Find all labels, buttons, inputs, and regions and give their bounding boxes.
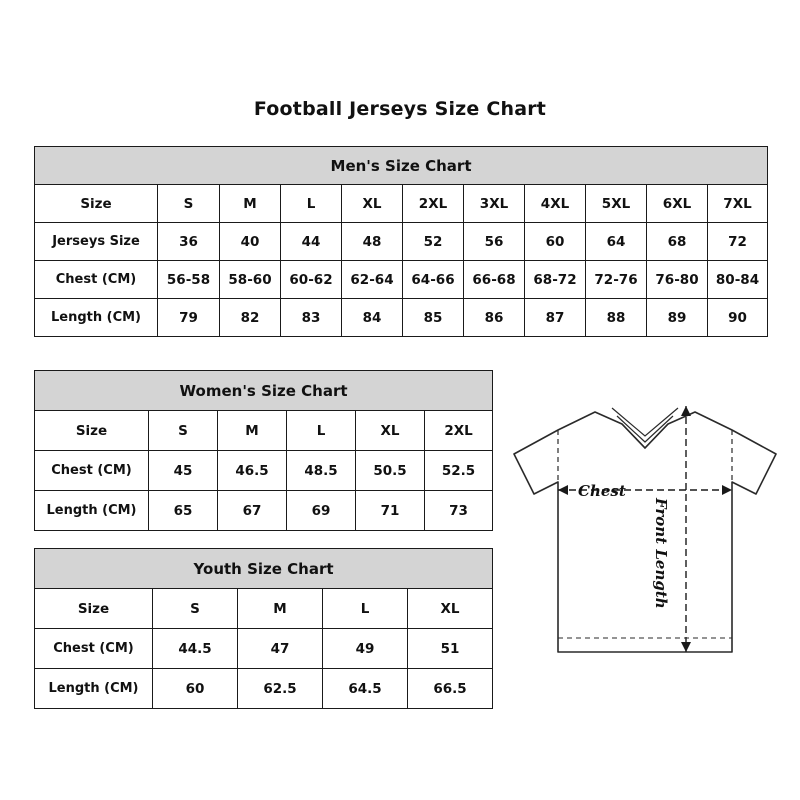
row-label: Length (CM) — [35, 491, 149, 531]
table-cell: 44.5 — [153, 629, 238, 669]
table-row — [35, 261, 768, 299]
table-cell: 82 — [220, 299, 281, 337]
table-cell: 83 — [281, 299, 342, 337]
table-row — [35, 629, 493, 669]
column-header: XL — [408, 589, 493, 629]
table-cell: 90 — [708, 299, 768, 337]
table-header-row — [35, 589, 493, 629]
table-row — [35, 491, 493, 531]
table-cell: 65 — [149, 491, 218, 531]
column-header: XL — [342, 185, 403, 223]
column-header: 2XL — [425, 411, 493, 451]
table-cell: 44 — [281, 223, 342, 261]
table-cell: 56-58 — [158, 261, 220, 299]
row-label: Chest (CM) — [35, 261, 158, 299]
column-header: Size — [35, 185, 158, 223]
row-label: Jerseys Size — [35, 223, 158, 261]
table-cell: 68 — [647, 223, 708, 261]
chest-measure-label: Chest — [578, 482, 626, 500]
table-row — [35, 669, 493, 709]
column-header: S — [158, 185, 220, 223]
womens-size-chart-table — [34, 370, 493, 531]
table-cell: 80-84 — [708, 261, 768, 299]
table-cell: 56 — [464, 223, 525, 261]
table-cell: 73 — [425, 491, 493, 531]
column-header: L — [281, 185, 342, 223]
table-cell: 62-64 — [342, 261, 403, 299]
tshirt-outline-icon — [500, 390, 790, 690]
table-caption-row — [35, 549, 493, 589]
table-cell: 79 — [158, 299, 220, 337]
mens-chart-caption: Men's Size Chart — [35, 147, 768, 185]
mens-size-chart-table — [34, 146, 768, 337]
row-label: Chest (CM) — [35, 629, 153, 669]
table-header-row — [35, 185, 768, 223]
table-cell: 86 — [464, 299, 525, 337]
table-cell: 76-80 — [647, 261, 708, 299]
column-header: M — [220, 185, 281, 223]
column-header: 7XL — [708, 185, 768, 223]
column-header: Size — [35, 589, 153, 629]
column-header: M — [218, 411, 287, 451]
table-cell: 71 — [356, 491, 425, 531]
column-header: M — [238, 589, 323, 629]
table-cell: 52.5 — [425, 451, 493, 491]
table-cell: 72 — [708, 223, 768, 261]
table-cell: 51 — [408, 629, 493, 669]
column-header: L — [287, 411, 356, 451]
column-header: 4XL — [525, 185, 586, 223]
table-cell: 47 — [238, 629, 323, 669]
table-cell: 66.5 — [408, 669, 493, 709]
table-cell: 48.5 — [287, 451, 356, 491]
table-cell: 60-62 — [281, 261, 342, 299]
table-cell: 48 — [342, 223, 403, 261]
column-header: 2XL — [403, 185, 464, 223]
table-cell: 50.5 — [356, 451, 425, 491]
table-cell: 62.5 — [238, 669, 323, 709]
youth-chart-caption: Youth Size Chart — [35, 549, 493, 589]
womens-chart-caption: Women's Size Chart — [35, 371, 493, 411]
table-cell: 88 — [586, 299, 647, 337]
table-cell: 85 — [403, 299, 464, 337]
table-cell: 64 — [586, 223, 647, 261]
table-cell: 64-66 — [403, 261, 464, 299]
front-length-measure-label: Front Length — [652, 498, 670, 609]
row-label: Length (CM) — [35, 299, 158, 337]
table-row — [35, 223, 768, 261]
column-header: L — [323, 589, 408, 629]
table-cell: 89 — [647, 299, 708, 337]
column-header: S — [153, 589, 238, 629]
youth-size-chart-table — [34, 548, 493, 709]
column-header: 5XL — [586, 185, 647, 223]
row-label: Length (CM) — [35, 669, 153, 709]
column-header: XL — [356, 411, 425, 451]
table-cell: 68-72 — [525, 261, 586, 299]
table-cell: 66-68 — [464, 261, 525, 299]
column-header: S — [149, 411, 218, 451]
page-title: Football Jerseys Size Chart — [253, 98, 547, 120]
table-cell: 58-60 — [220, 261, 281, 299]
table-cell: 52 — [403, 223, 464, 261]
row-label: Chest (CM) — [35, 451, 149, 491]
table-cell: 72-76 — [586, 261, 647, 299]
table-cell: 40 — [220, 223, 281, 261]
table-caption-row — [35, 147, 768, 185]
column-header: 6XL — [647, 185, 708, 223]
tshirt-diagram — [500, 390, 790, 690]
table-row — [35, 299, 768, 337]
table-cell: 45 — [149, 451, 218, 491]
table-cell: 69 — [287, 491, 356, 531]
table-cell: 67 — [218, 491, 287, 531]
table-cell: 60 — [525, 223, 586, 261]
column-header: 3XL — [464, 185, 525, 223]
table-header-row — [35, 411, 493, 451]
table-cell: 36 — [158, 223, 220, 261]
table-caption-row — [35, 371, 493, 411]
table-cell: 64.5 — [323, 669, 408, 709]
table-cell: 60 — [153, 669, 238, 709]
column-header: Size — [35, 411, 149, 451]
table-cell: 49 — [323, 629, 408, 669]
table-cell: 87 — [525, 299, 586, 337]
table-cell: 84 — [342, 299, 403, 337]
table-cell: 46.5 — [218, 451, 287, 491]
table-row — [35, 451, 493, 491]
